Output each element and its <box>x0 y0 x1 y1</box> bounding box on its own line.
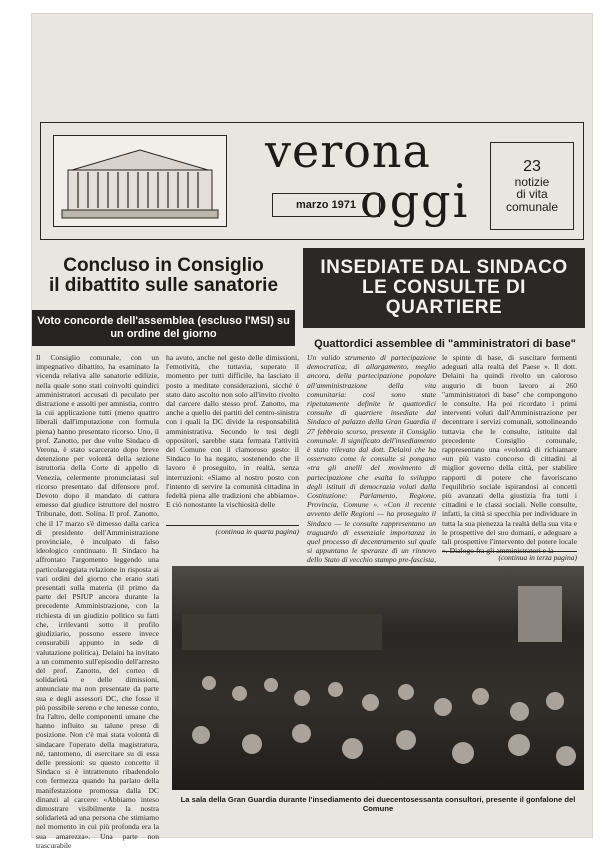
issue-box <box>490 142 574 230</box>
left-headline-line2: il dibattito sulle sanatorie <box>48 274 279 296</box>
left-headline-line1: Concluso in Consiglio <box>63 255 264 276</box>
gran-guardia-illustration <box>53 135 227 227</box>
right-headline <box>303 248 585 328</box>
presidency-table <box>182 614 382 650</box>
left-subhead: Voto concorde dell'assemblea (escluso l'MSI) su un ordine del giorno <box>32 310 295 346</box>
issue-number: 23 <box>523 158 541 175</box>
masthead-title: verona <box>265 124 431 178</box>
issue-date: marzo 1971 <box>272 193 380 217</box>
right-kicker: Quattordici assemblee di "amministratori di base" <box>314 338 576 350</box>
photo-caption: La sala della Gran Guardia durante l'insediamento dei duecentosessanta consultori, presente il gonfalone del Comune <box>180 795 576 813</box>
right-continued: (continua in terza pagina) <box>442 551 577 562</box>
right-article-col2: le spinte di base, di suscitare fermenti adeguati alla realtà del Paese ». Il dott. Delaini ha quindi rivolto un caloroso augurio di buon lavoro ai 260 "amministratori di base" che compongono le consulte. Ha poi ricordato i primi interventi voluti dall'Amministrazione per decentrare i servizi comunali, sottolineando tuttavia che le consulte, istituite dal precedente Consiglio comunale, rappresentano una «volontà di richiamare «un più vasto concorso di cittadini al miglior governo della città, per stabilire rapporti di potere che favoriscano l'equilibrio sociale ispirandosi ai concetti più avanzati della giustizia fra tutti i cittadini e le classi sociali. Nelle consulte, infatti, la città si specchia per individuare in tutta la sua pienezza la realtà della sua vita e le prospettive del suo domani, e adeguare a tali prospettive l'intervento del potere locale ». Dialogo fra gli amministratori e la <box>442 353 577 556</box>
right-article-col1: Un valido strumento di partecipazione democratica, di allargamento, meglio ancora, della partecipazione popolare all'amministrazione della vita comunitaria: così sono state ripetutamente definite le quattordici consulte di quartiere insediate dal Sindaco al palazzo della Gran Guardia il 27 febbraio scorso, presente il Consiglio comunale. Il significato dell'insediamento è stato rilevato dal dott. Delaini che ha osservato come le consulte si pongano «tra gli anelli del movimento di partecipazione che esalta lo sviluppo degli istituti di democrazia voluti dalla Costituzione: Parlamento, Regione, Provincia, Comune ». «Con il recente avvento delle Regioni — ha proseguito il Sindaco — le consulte rappresentano un traguardo di essenziale importanza in quel processo di decentramento sul quale si appuntano le speranze di un rinnovo dello Stato di vecchio stampo pre-fascista, <box>307 353 436 565</box>
meeting-photo <box>172 566 584 790</box>
issue-sub-2: di vita <box>516 187 548 202</box>
left-headline <box>32 256 295 296</box>
left-article-col1: Il Consiglio comunale, con un impegnativo dibattito, ha esaminato la vicenda relativa alle sanatorie edilizie, nella quale sono stati coinvolti quindici amministratori accusati di peculato per distrazione e assolti per amnistia, contro la cui applicazione tutti (meno quattro liberali dall'imputazione con formula piena) hanno presentato ricorso. Uno, il prof. Zanotto, per due volte Sindaco di Verona, è stato scarcerato dopo breve detenzione per volontà della sezione istruttoria della Corte di appello di Venezia, celermente pronunciatasi sul ricorso presentato dal difensore prof. Devoto dopo il mandato di cattura emesso dal giudice istruttore del nostro Tribunale, dott. Solina. Il prof. Zanotto, che il 17 marzo s'è dimesso dalla carica di presidente dell'Amministrazione provinciale, è inculpato di falso ideologico continuato. Il Sindaco ha affrontato l'argomento leggendo una particolareggiata relazione in risposta ai vari ordini del giorno che erano stati presentati sulla materia (il primo da parte del PSIUP ancora durante la precedente Amministrazione, con la richiesta di un giudizio politico su fatti che, irrilevanti sotto il profilo giudiziario, possono essere invece censurabili appunto in sede di valutazione politica). Delaini ha invitato a un commento sull'episodio dell'arresto del prof. Zanotto, del corteo di solidarietà e delle dimissioni, annunciate ma non presentate da parte sua e degli assessori DC, che fosse il più possibile sereno e che tenesse conto, fra l'altro, delle componenti umane che hanno influito su talune prese di posizione. Non c'è mai stata volontà di sindacare l'operato della magistratura, né, tantomeno, di esercitare su di essa delle pressioni: su questo concetto il Sindaco si è intrattenuto ribadendolo con fermezza quando ha parlato della manifestazione promossa dalla DC dinanzi al carcere: «Abbiamo inteso dimostrare visibilmente la nostra solidarietà ad una persona che stimiamo nel momento in cui più profonda era la sua amarezza». Una parte non trascurabile <box>36 353 159 850</box>
issue-sub-3: comunale <box>505 199 559 214</box>
left-continued: (continua in quarta pagina) <box>166 525 299 536</box>
right-headline-line1: INSEDIATE DAL SINDACO <box>320 257 568 279</box>
issue-sub-1: notizie <box>514 174 550 189</box>
right-headline-line2: LE CONSULTE DI QUARTIERE <box>362 277 526 318</box>
gonfalone <box>518 586 562 642</box>
left-article-col2: ha avuto, anche nel gesto delle dimissioni, l'emotività, che tuttavia, superato il momento per tutti difficile, ha lasciato il posto a meditate considerazioni, sicché è stato dato ascolto non solo all'invito rivolto dal carcere dallo stesso prof. Zanotto, ma anche a quello dei partiti del centro-sinistra con i quali la DC divide la responsabilità amministrativa. Secondo le tesi degli oppositori, sarebbe stata fermata l'attività del Comune con il clamoroso gesto: il Sindaco lo ha negato, sostenendo che il lavoro è proseguito, in realtà, senza interruzioni: «Siamo al nostro posto con l'intento di servire la comunità cittadina in fedeltà piena alle tradizioni che abbiamo». E ciò nonostante la vischiosità delle <box>166 353 299 510</box>
masthead-title-second: oggi <box>360 174 470 228</box>
